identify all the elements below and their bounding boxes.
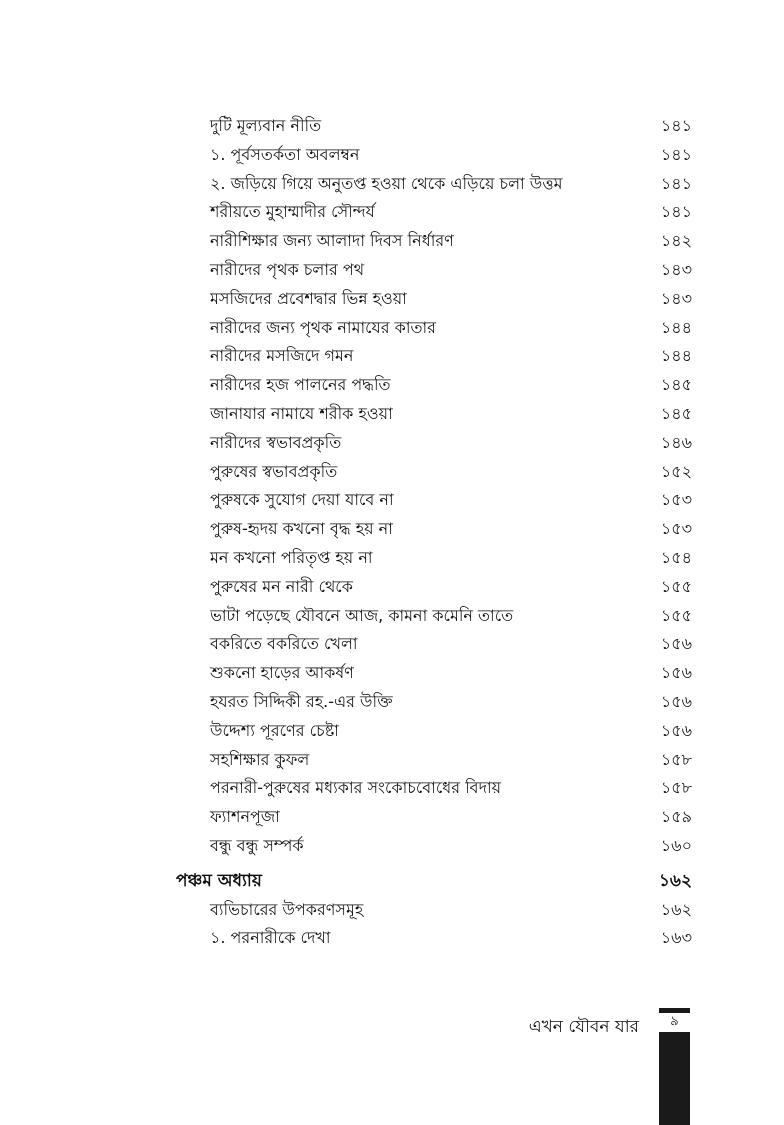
toc-entry-title: ২. জড়িয়ে গিয়ে অনুতপ্ত হওয়া থেকে এড়িয়ে চলা উত্তম	[210, 173, 563, 193]
toc-entry	[176, 573, 692, 602]
toc-entry	[176, 227, 692, 256]
toc-entry-title: ফ্যাশনপূজা	[210, 807, 280, 827]
toc-entry	[176, 170, 692, 199]
toc-entry	[176, 515, 692, 544]
toc-entry	[176, 896, 692, 925]
toc-entry-title: শরীয়তে মুহাম্মাদীর সৌন্দর্য	[210, 202, 375, 222]
toc-entry-title: নারীদের পৃথক চলার পথ	[210, 259, 365, 279]
toc-entry-title: নারীদের স্বভাবপ্রকৃতি	[210, 432, 342, 452]
toc-entry	[176, 659, 692, 688]
toc-entry	[176, 924, 692, 953]
toc-entry-title: শুকনো হাড়ের আকর্ষণ	[210, 663, 354, 683]
toc-entry	[176, 141, 692, 170]
toc-entry-title: বন্ধু বন্ধু সম্পর্ক	[210, 835, 304, 855]
toc-entry-title: জানাযার নামাযে শরীক হওয়া	[210, 403, 393, 423]
toc-entry-page: ১৬৩	[660, 928, 692, 948]
toc-entry-page: ১৫৬	[660, 634, 692, 654]
toc-entry-title: মসজিদের প্রবেশদ্বার ভিন্ন হওয়া	[210, 288, 407, 308]
toc-entry	[176, 198, 692, 227]
toc-entry-page: ১৫৯	[660, 807, 692, 827]
toc-entry-title: নারীশিক্ষার জন্য আলাদা দিবস নির্ধারণ	[210, 231, 454, 251]
toc-entry-page: ১৪১	[660, 144, 692, 164]
toc-entry	[176, 746, 692, 775]
toc-entry-title: পরনারী-পুরুষের মধ্যকার সংকোচবোধের বিদায়	[210, 778, 502, 798]
toc-entry-page: ১৫৩	[660, 519, 692, 539]
toc-entry	[176, 803, 692, 832]
toc-entry-title: ভাটা পড়েছে যৌবনে আজ, কামনা কমেনি তাতে	[210, 605, 514, 625]
toc-entry	[176, 400, 692, 429]
toc-entry	[176, 544, 692, 573]
toc-entry-page: ১৪৬	[660, 432, 692, 452]
toc-entry-page: ১৫৮	[660, 749, 692, 769]
running-footer-title: এখন যৌবন যার	[528, 1017, 639, 1037]
toc-entry-page: ১৪৫	[660, 375, 692, 395]
toc-entry-title: নারীদের জন্য পৃথক নামাযের কাতার	[210, 317, 436, 337]
toc-entry-page: ১৪৫	[660, 403, 692, 423]
toc-entry-title: বকরিতে বকরিতে খেলা	[210, 634, 358, 654]
toc-entry	[176, 429, 692, 458]
toc-entry-page: ১৬২	[660, 899, 692, 919]
toc-entry-title: পুরুষের মন নারী থেকে	[210, 576, 353, 596]
toc-entry-page: ১৪২	[660, 231, 692, 251]
toc-entry	[176, 630, 692, 659]
toc-entry-page: ১৪১	[660, 202, 692, 222]
toc-entry	[176, 342, 692, 371]
toc-entry-page: ১৫৩	[660, 490, 692, 510]
toc-entry-page: ১৪৪	[660, 346, 692, 366]
toc-entry-title: পুরুষ-হৃদয় কখনো বৃদ্ধ হয় না	[210, 519, 393, 539]
toc-entry-page: ১৪১	[660, 173, 692, 193]
toc-entry	[176, 717, 692, 746]
toc-entry-page: ১৫৫	[660, 605, 692, 625]
toc-entry-page: ১৫৪	[660, 547, 692, 567]
toc-entry	[176, 832, 692, 861]
toc-entry-title: ১. পরনারীকে দেখা	[210, 928, 331, 948]
chapter-page: ১৬২	[658, 870, 692, 891]
toc-entry	[176, 688, 692, 717]
toc-entry	[176, 314, 692, 343]
toc-entry-title: পুরুষকে সুযোগ দেয়া যাবে না	[210, 490, 394, 510]
toc-entry	[176, 486, 692, 515]
toc-entry-page: ১৪৪	[660, 317, 692, 337]
toc-entry-title: উদ্দেশ্য পূরণের চেষ্টা	[210, 720, 339, 740]
toc-entry-page: ১৫৮	[660, 778, 692, 798]
toc-entry-page: ১৪৩	[660, 259, 692, 279]
toc-entry	[176, 774, 692, 803]
toc-entry	[176, 602, 692, 631]
toc-entry-title: হযরত সিদ্দিকী রহ.-এর উক্তি	[210, 691, 393, 711]
toc-entry-page: ১৫২	[660, 461, 692, 481]
tab-bar	[659, 1032, 690, 1125]
toc-entry-page: ১৬০	[660, 835, 692, 855]
toc-entry-page: ১৫৬	[660, 663, 692, 683]
page-number: ৯	[670, 1014, 679, 1029]
toc-entry-title: নারীদের মসজিদে গমন	[210, 346, 354, 366]
toc-chapter-heading	[176, 867, 692, 896]
toc-entry	[176, 458, 692, 487]
toc-entry-title: ১. পূর্বসতর্কতা অবলম্বন	[210, 144, 360, 164]
toc-entry-page: ১৪৩	[660, 288, 692, 308]
toc-entry-page: ১৫৬	[660, 720, 692, 740]
table-of-contents	[176, 112, 692, 953]
toc-entry	[176, 256, 692, 285]
toc-entry-page: ১৫৬	[660, 691, 692, 711]
toc-entry	[176, 371, 692, 400]
chapter-title: পঞ্চম অধ্যায়	[176, 870, 262, 891]
toc-entry-title: মন কখনো পরিতৃপ্ত হয় না	[210, 547, 373, 567]
toc-entry-title: পুরুষের স্বভাবপ্রকৃতি	[210, 461, 338, 481]
toc-entry-page: ১৪১	[660, 116, 692, 135]
toc-entry-title: সহশিক্ষার কুফল	[210, 749, 310, 769]
toc-entry	[176, 112, 692, 141]
page-number-tab	[659, 1008, 690, 1125]
toc-entry-page: ১৫৫	[660, 576, 692, 596]
toc-entry	[176, 285, 692, 314]
toc-entry-title: নারীদের হজ পালনের পদ্ধতি	[210, 375, 391, 395]
toc-entry-title: দুটি মূল্যবান নীতি	[210, 116, 322, 135]
toc-entry-title: ব্যভিচারের উপকরণসমূহ	[210, 899, 364, 919]
